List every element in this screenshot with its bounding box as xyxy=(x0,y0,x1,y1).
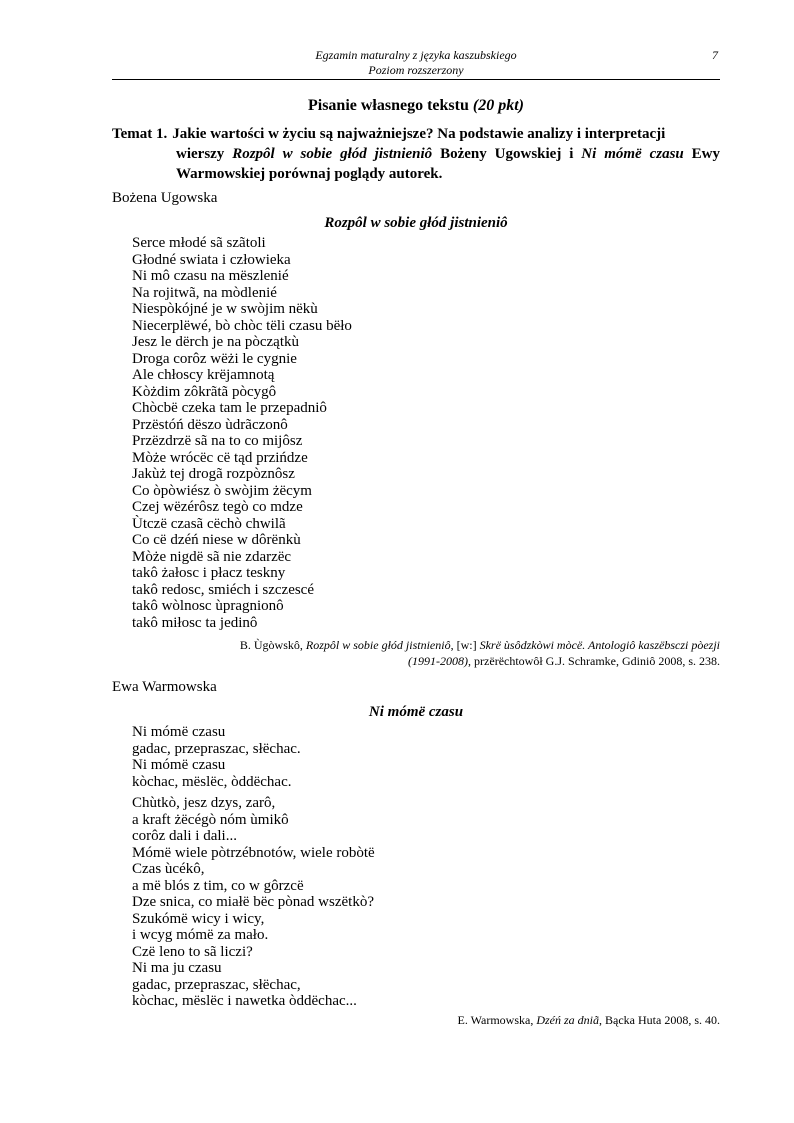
exam-name: Egzamin maturalny z języka kaszubskiego xyxy=(315,48,517,62)
poem1-body xyxy=(132,235,352,631)
task-statement xyxy=(112,124,720,184)
poem-line: Czej wëzérôsz tegò co mdze xyxy=(132,499,303,515)
poem-line: takô redosc, smiéch i szczescé xyxy=(132,581,314,598)
poem-line: Ni mô czasu na mëszlenié xyxy=(132,268,289,284)
poem1-title: Rozpôl w sobie głód jistnieniô xyxy=(324,215,508,231)
poem1-citation xyxy=(140,637,720,669)
poem-line: kòchac, mëslëc i nawetka òddëchac... xyxy=(132,993,357,1009)
section-points: (20 pkt) xyxy=(472,97,524,114)
poem-line: Przëzdrzë sã na to co mijôsz xyxy=(132,433,303,449)
page-number: 7 xyxy=(712,48,718,62)
citation1-title: Rozpôl w sobie głód jistnieniô xyxy=(305,638,451,652)
section-title xyxy=(112,96,720,116)
poem-line: Czas ùcékô, xyxy=(132,861,205,877)
poem-line: Szukómë wicy i wicy, xyxy=(132,910,265,927)
citation1-author: B. Ùgòwskô, xyxy=(239,638,303,652)
poem-line: takô miłosc ta jedinô xyxy=(132,614,258,631)
poem-line: Serce młodé sã szãtoli xyxy=(132,235,266,251)
page-header xyxy=(112,48,720,78)
citation2-rest: , Bącka Huta 2008, s. 40. xyxy=(599,1013,720,1027)
poem-line: corôz dali i dali... xyxy=(132,828,237,844)
citation1-in: , [w:] xyxy=(450,638,477,652)
poem-line: Jesz le dërch je na pòczątkù xyxy=(132,334,299,350)
poem-line: Droga corôz wëżi le cygnie xyxy=(132,350,297,367)
header-divider xyxy=(112,79,720,80)
poem-line: Chòcbë czeka tam le przepadniô xyxy=(132,400,327,416)
poem-line: i wcyg mómë za mało. xyxy=(132,927,269,943)
poem-line: Przëstóń dëszo ùdrãczonô xyxy=(132,416,288,433)
poem-line: Ni ma ju czasu xyxy=(132,960,222,976)
poem-line: gadac, przepraszac, słëchac, xyxy=(132,976,301,993)
poem-line: Głodné swiata i człowieka xyxy=(132,251,291,268)
poem-line: Ale chłoscy krëjamnotą xyxy=(132,367,275,383)
task-continuation xyxy=(112,144,720,184)
exam-level: Poziom rozszerzony xyxy=(368,63,464,77)
poem-line: gadac, przepraszac, słëchac. xyxy=(132,740,301,757)
citation1-book: Skrë ùsôdzkòwi mòcë. Antologiô kaszëbsczi pòezji xyxy=(479,638,720,652)
poem-line: Ùtczë czasã cëchò chwilã xyxy=(132,515,286,532)
poem2-citation xyxy=(140,1012,720,1028)
poem-line: Mómë wiele pòtrzébnotów, wiele robòtë xyxy=(132,844,375,861)
poem-line: a më blós z tim, co w gôrzcë xyxy=(132,877,304,894)
poem2-stanza2 xyxy=(132,795,375,1010)
poem-line: kòchac, mëslëc, òddëchac. xyxy=(132,773,292,790)
poem-line: takô wòlnosc ùpragnionô xyxy=(132,598,284,614)
poem-line: Chùtkò, jesz dzys, zarô, xyxy=(132,795,276,811)
poem-line: Co cë dzéń niese w dôrënkù xyxy=(132,532,301,548)
section-title-text: Pisanie własnego tekstu xyxy=(307,97,469,114)
task-text-pre: wierszy xyxy=(176,146,225,162)
poem-line: Na rojitwã, na mòdlenié xyxy=(132,284,277,301)
poem-line: takô żałosc i płacz teskny xyxy=(132,565,286,581)
poem-line: a kraft żëcégò nóm ùmikô xyxy=(132,811,289,828)
poem1-author: Bożena Ugowska xyxy=(112,190,218,206)
citation2-author: E. Warmowska, xyxy=(457,1013,534,1027)
poem-line: Dze snica, co miałë bëc pònad wszëtkò? xyxy=(132,894,374,910)
poem-line: Niecerplëwé, bò chòc tëli czasu bëło xyxy=(132,317,352,334)
task-text-post: Ewy Warmowskiej porównaj poglądy autorek. xyxy=(176,146,721,182)
poem2-title: Ni mómë czasu xyxy=(368,704,464,720)
poem-line: Mòże wrócëc cë tąd przińdze xyxy=(132,449,308,466)
poem2-stanza1 xyxy=(132,724,301,790)
poem-line: Czë leno to sã liczi? xyxy=(132,943,253,960)
task-label: Temat 1. xyxy=(112,126,168,142)
poem-line: Ni mómë czasu xyxy=(132,724,226,740)
task-poem2-title: Ni mómë czasu xyxy=(581,146,684,162)
task-line1: Jakie wartości w życiu są najważniejsze? Na podstawie analizy i interpretacji xyxy=(172,126,666,142)
poem-line: Kòżdim zôkrãtã pòcygô xyxy=(132,383,277,400)
citation1-rest: , przërëchtowôł G.J. Schramke, Gdiniô 2008, s. 238. xyxy=(468,654,720,668)
poem-line: Mòże nigdë sã nie zdarzëc xyxy=(132,548,292,565)
poem-line: Co òpòwiész ò swòjim żëcym xyxy=(132,482,312,499)
citation2-title: Dzéń za dniã xyxy=(536,1013,600,1027)
poem-line: Jakùż tej drogã rozpòznôsz xyxy=(132,466,295,482)
poem-line: Niespòkójné je w swòjim nëkù xyxy=(132,301,318,317)
poem2-author: Ewa Warmowska xyxy=(112,679,217,695)
task-text-mid: Bożeny Ugowskiej i xyxy=(440,146,574,162)
task-poem1-title: Rozpôl w sobie głód jistnieniô xyxy=(232,146,433,162)
poem-line: Ni mómë czasu xyxy=(132,757,226,773)
citation1-years: (1991-2008) xyxy=(408,654,469,668)
